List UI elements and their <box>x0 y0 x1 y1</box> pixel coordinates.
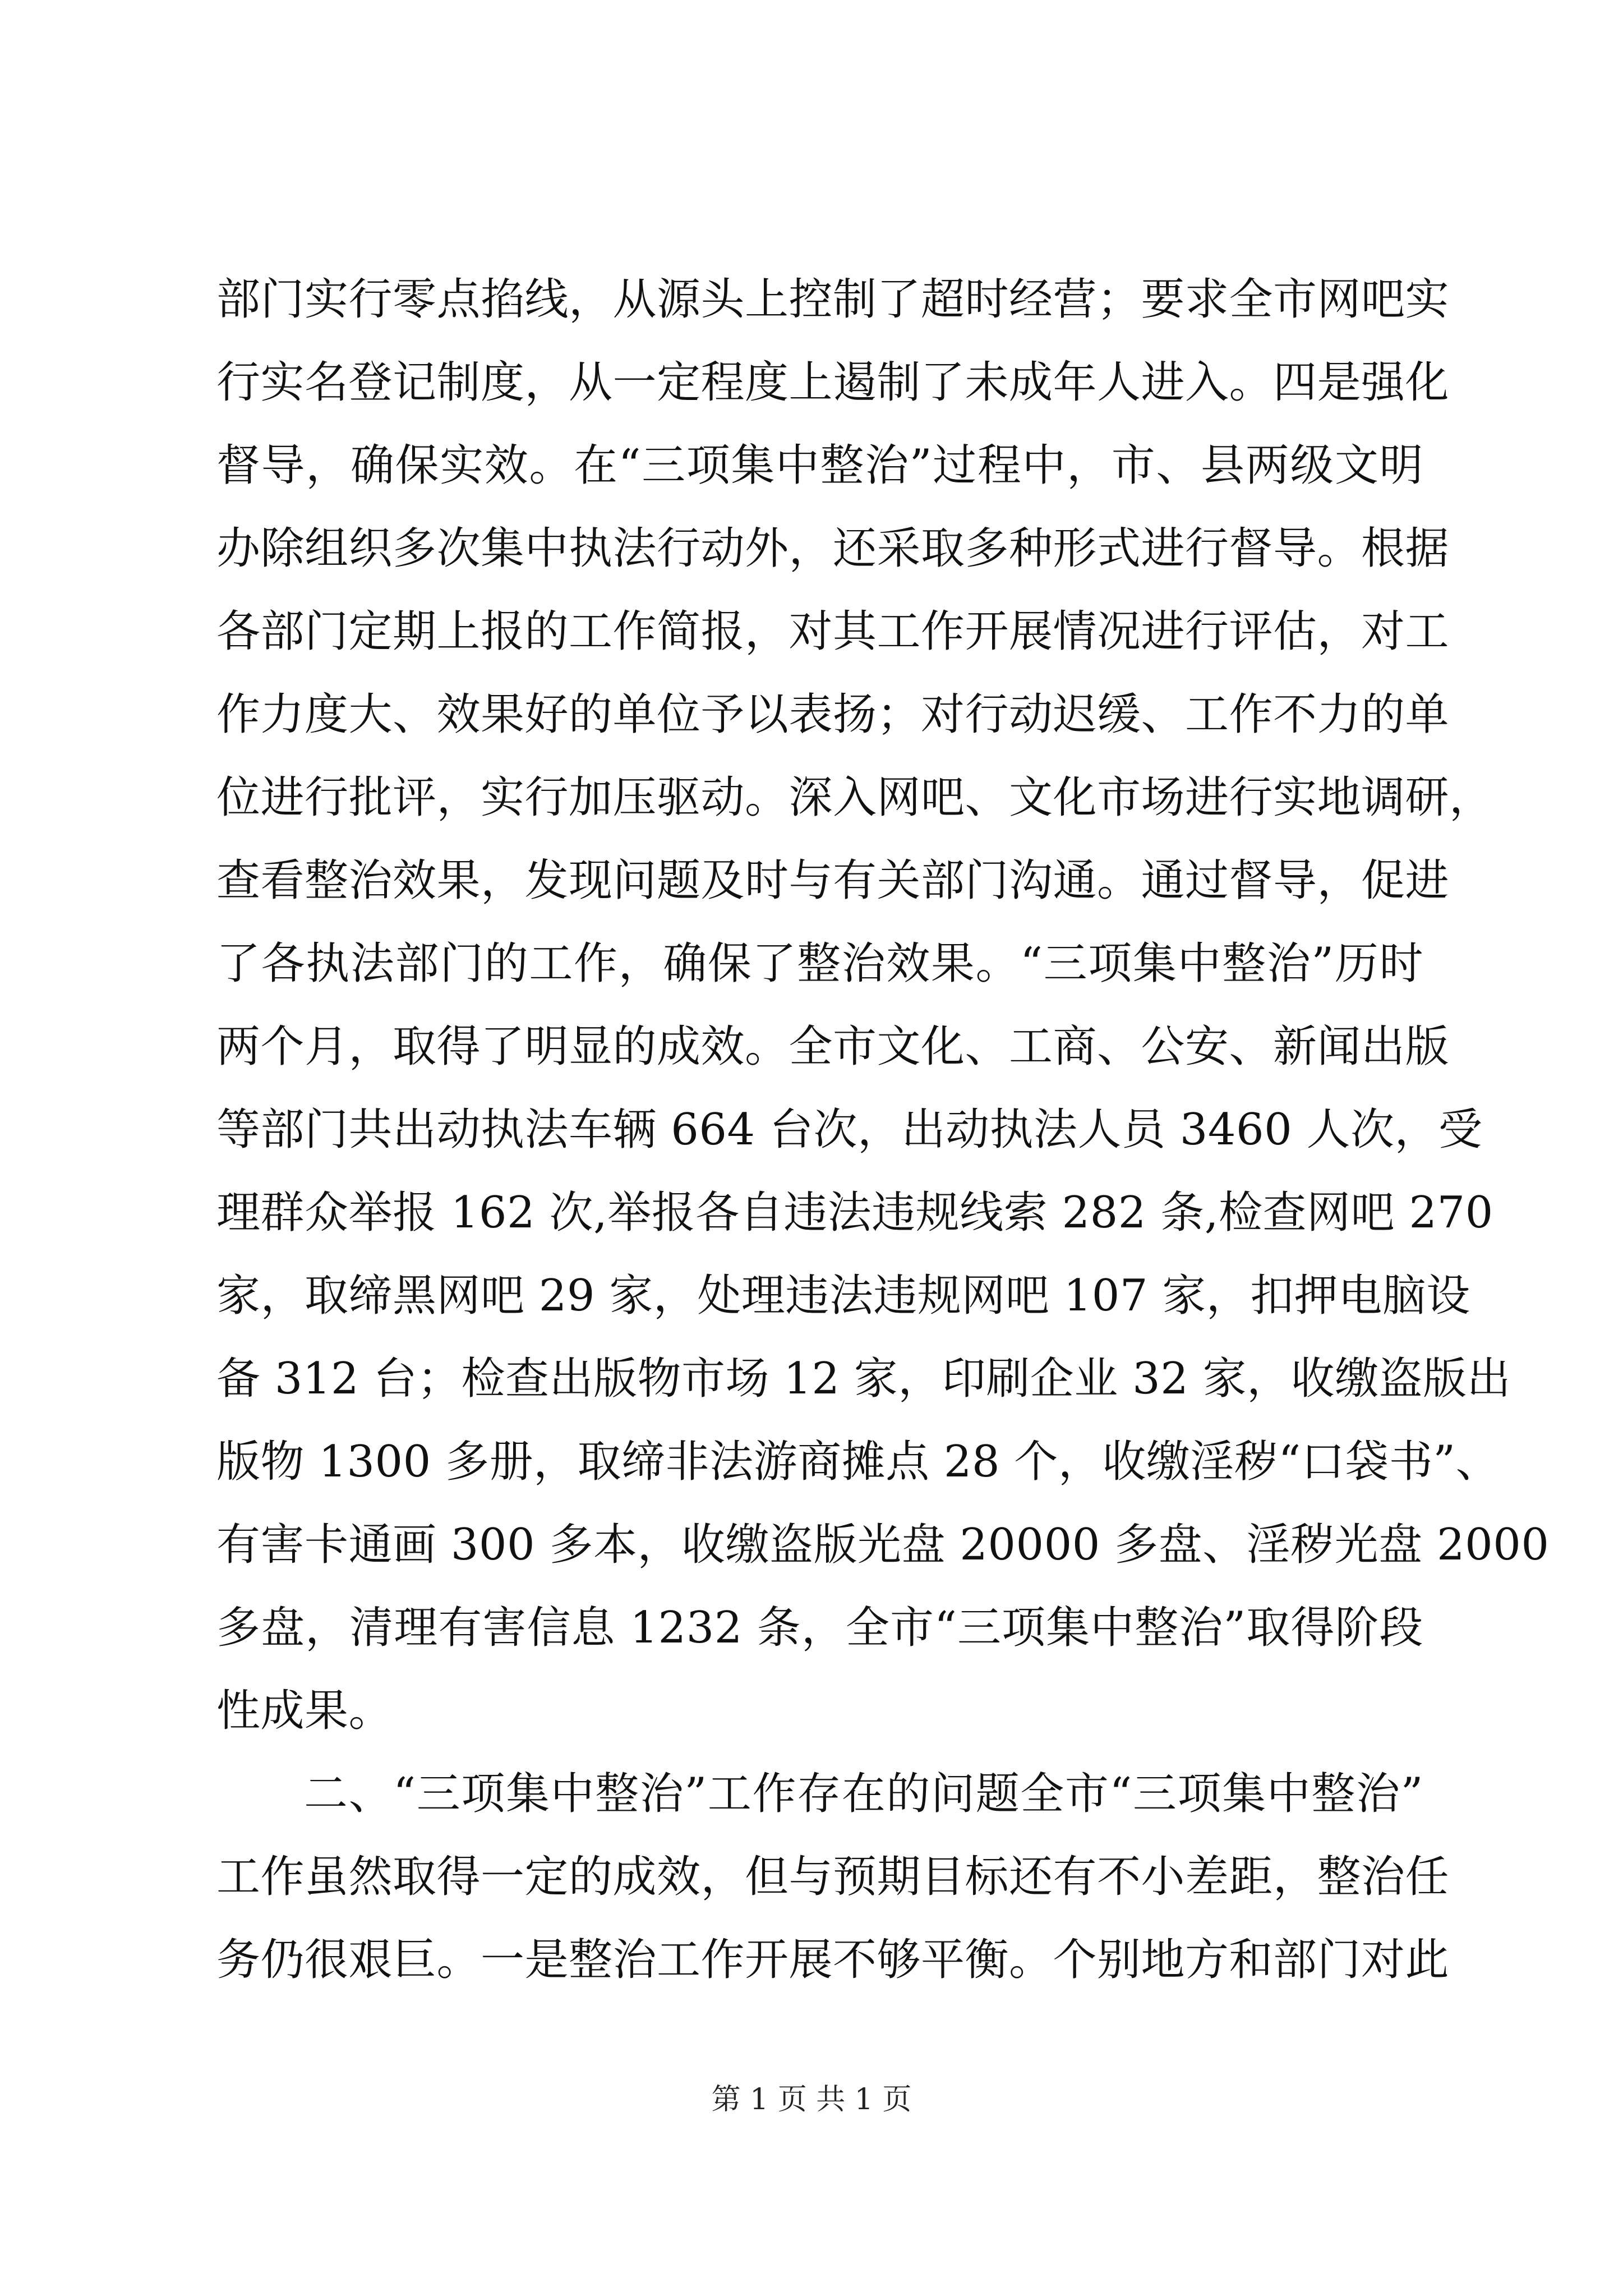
text-line: 办除组织多次集中执法行动外，还采取多种形式进行督导。根据 <box>216 523 1450 574</box>
text-line: 家，取缔黑网吧 29 家，处理违法违规网吧 107 家，扣押电脑设 <box>216 1271 1470 1321</box>
text-line: 工作虽然取得一定的成效，但与预期目标还有不小差距，整治任 <box>216 1852 1450 1902</box>
text-line: 行实名登记制度，从一定程度上遏制了未成年人进入。四是强化 <box>216 357 1450 408</box>
text-line: 务仍很艰巨。一是整治工作开展不够平衡。个别地方和部门对此 <box>216 1935 1450 1985</box>
page-number-label: 第 1 页 共 1 页 <box>711 2083 912 2116</box>
text-line: 督导，确保实效。在“三项集中整治”过程中，市、县两级文明 <box>216 440 1423 491</box>
text-line: 两个月，取得了明显的成效。全市文化、工商、公安、新闻出版 <box>216 1022 1450 1072</box>
body-text <box>216 258 1550 2001</box>
text-line: 版物 1300 多册，取缔非法游商摊点 28 个，收缴淫秽“口袋书”、 <box>216 1437 1500 1487</box>
text-line: 各部门定期上报的工作简报，对其工作开展情况进行评估，对工 <box>216 606 1450 657</box>
text-line: 了各执法部门的工作，确保了整治效果。“三项集中整治”历时 <box>216 938 1423 989</box>
section-heading-line: 二、“三项集中整治”工作存在的问题全市“三项集中整治” <box>304 1769 1423 1819</box>
text-line: 等部门共出动执法车辆 664 台次，出动执法人员 3460 人次，受 <box>216 1105 1483 1155</box>
text-line: 理群众举报 162 次,举报各自违法违规线索 282 条,检查网吧 270 <box>216 1188 1493 1238</box>
text-line: 性成果。 <box>216 1686 393 1736</box>
page-footer <box>0 2080 1623 2119</box>
text-line: 有害卡通画 300 多本，收缴盗版光盘 20000 多盘、淫秽光盘 2000 <box>216 1520 1550 1570</box>
text-line: 位进行批评，实行加压驱动。深入网吧、文化市场进行实地调研， <box>216 772 1493 823</box>
text-line: 作力度大、效果好的单位予以表扬；对行动迟缓、工作不力的单 <box>216 689 1450 740</box>
text-line: 多盘，清理有害信息 1232 条，全市“三项集中整治”取得阶段 <box>216 1603 1423 1653</box>
text-line: 备 312 台；检查出版物市场 12 家，印刷企业 32 家，收缴盗版出 <box>216 1354 1511 1404</box>
text-line: 查看整治效果，发现问题及时与有关部门沟通。通过督导，促进 <box>216 855 1450 906</box>
text-line: 部门实行零点掐线，从源头上控制了超时经营；要求全市网吧实 <box>216 274 1450 325</box>
